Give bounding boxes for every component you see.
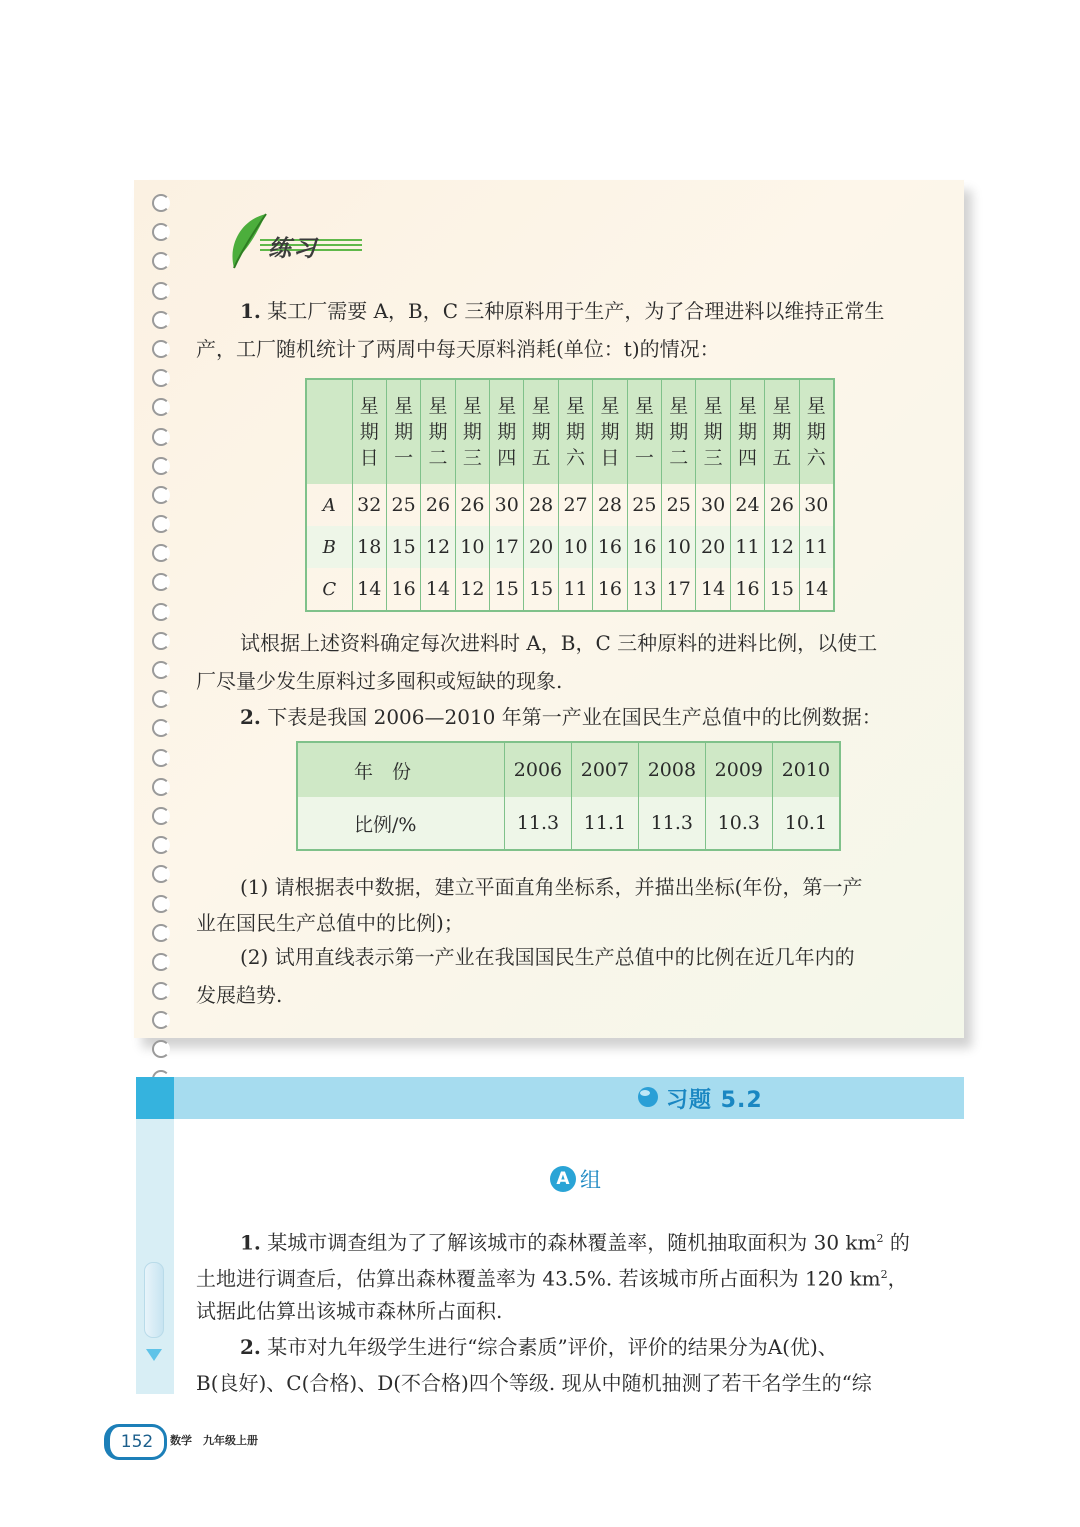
scroll-knob <box>144 1262 164 1338</box>
table1-cell: 16 <box>593 526 627 568</box>
table2-ratio: 10.1 <box>772 797 840 850</box>
q2-sub1-line1: (1) 请根据表中数据，建立平面直角坐标系，并描出坐标(年份，第一产 <box>240 875 863 899</box>
exercise-banner <box>136 1077 964 1119</box>
banner-tab <box>136 1077 174 1119</box>
binder-ring <box>152 223 170 241</box>
table1-day-header: 星 期 三 <box>696 379 730 484</box>
binder-ring <box>152 252 170 270</box>
table1-cell: 30 <box>490 484 524 526</box>
table1-day-header: 星 期 五 <box>765 379 799 484</box>
table1-cell: 28 <box>524 484 558 526</box>
binder-ring <box>152 428 170 446</box>
table1-day-header: 星 期 四 <box>490 379 524 484</box>
table1-day-header: 星 期 日 <box>593 379 627 484</box>
practice-title: 练习 <box>268 236 318 262</box>
table1-cell: 11 <box>730 526 764 568</box>
table1-cell: 11 <box>558 568 592 611</box>
practice-notebook <box>134 180 964 1038</box>
table2-ratio: 11.1 <box>571 797 638 850</box>
table1-day-header: 星 期 日 <box>352 379 386 484</box>
binder-ring <box>152 719 170 737</box>
table1-cell: 30 <box>799 484 834 526</box>
table1-cell: 15 <box>386 526 420 568</box>
binder-ring <box>152 486 170 504</box>
table1-day-header: 星 期 二 <box>421 379 455 484</box>
table1-day-header: 星 期 三 <box>455 379 489 484</box>
table1-cell: 11 <box>799 526 834 568</box>
table1-cell: 26 <box>421 484 455 526</box>
table1-day-header: 星 期 六 <box>799 379 834 484</box>
table1-day-header: 星 期 二 <box>662 379 696 484</box>
binder-ring <box>152 282 170 300</box>
table1-corner-cell <box>306 379 352 484</box>
binder-ring <box>152 836 170 854</box>
table1-cell: 13 <box>627 568 661 611</box>
binder-ring <box>152 1011 170 1029</box>
table2-ratio-row <box>297 797 840 850</box>
globe-icon <box>636 1085 660 1109</box>
q2-sub2-line2: 发展趋势. <box>196 983 283 1007</box>
table2-ratio: 10.3 <box>705 797 772 850</box>
q1-after-line1: 试根据上述资料确定每次进料时 A，B，C 三种原料的进料比例，以使工 <box>240 631 878 655</box>
table2-year-row <box>297 742 840 797</box>
ratio-label: 比例/% <box>297 797 505 850</box>
table1-row-c <box>306 568 834 611</box>
binder-ring <box>152 895 170 913</box>
e2-line2: B(良好)、C(合格)、D(不合格)四个等级. 现从中随机抽测了若干名学生的“综 <box>196 1371 872 1395</box>
table2-ratio: 11.3 <box>505 797 572 850</box>
down-arrow-icon <box>145 1348 163 1362</box>
binder-ring <box>152 369 170 387</box>
binder-ring <box>152 603 170 621</box>
table2-year: 2009 <box>705 742 772 797</box>
binder-ring <box>152 865 170 883</box>
e1-line3: 试据此估算出该城市森林所占面积. <box>196 1299 503 1323</box>
q2-sub2-line1: (2) 试用直线表示第一产业在我国国民生产总值中的比例在近几年内的 <box>240 945 855 969</box>
table2-year: 2006 <box>505 742 572 797</box>
table2-year: 2007 <box>571 742 638 797</box>
table1-cell: 14 <box>421 568 455 611</box>
table1-day-header: 星 期 六 <box>558 379 592 484</box>
page-number: 152 <box>104 1424 167 1460</box>
table1-cell: 12 <box>421 526 455 568</box>
q1-after-line2: 厂尽量少发生原料过多囤积或短缺的现象. <box>196 669 563 693</box>
table2-year: 2008 <box>638 742 705 797</box>
table1-day-header: 星 期 五 <box>524 379 558 484</box>
year-label: 年 份 <box>297 742 505 797</box>
e1-line2: 土地进行调查后，估算出森林覆盖率为 43.5%. 若该城市所占面积为 120 $km^2$， <box>196 1266 908 1291</box>
table1-cell: 18 <box>352 526 386 568</box>
group-a-heading <box>550 1164 601 1194</box>
q1-line1: 1. 某工厂需要 A，B，C 三种原料用于生产，为了合理进料以维持正常生 <box>240 299 885 323</box>
binder-ring <box>152 340 170 358</box>
table1-cell: 12 <box>765 526 799 568</box>
table1-cell: 28 <box>593 484 627 526</box>
exercise-title: 习题 5.2 <box>666 1088 763 1113</box>
binder-ring <box>152 457 170 475</box>
table1-day-header: 星 期 一 <box>627 379 661 484</box>
group-label: 组 <box>580 1168 601 1192</box>
table1-row-label: B <box>306 526 352 568</box>
table1-cell: 30 <box>696 484 730 526</box>
table1-cell: 10 <box>455 526 489 568</box>
table1-day-header: 星 期 一 <box>386 379 420 484</box>
table1-cell: 10 <box>558 526 592 568</box>
binder-ring <box>152 661 170 679</box>
table1-row-b <box>306 526 834 568</box>
q2-sub1-line2: 业在国民生产总值中的比例)； <box>196 911 464 935</box>
table1-row-label: A <box>306 484 352 526</box>
table1-cell: 20 <box>696 526 730 568</box>
table1-cell: 25 <box>386 484 420 526</box>
table1-cell: 14 <box>696 568 730 611</box>
table1-cell: 26 <box>455 484 489 526</box>
binder-ring <box>152 194 170 212</box>
group-letter-badge: A <box>550 1166 576 1192</box>
practice-header <box>220 210 380 270</box>
table1-cell: 17 <box>662 568 696 611</box>
table2-ratio: 11.3 <box>638 797 705 850</box>
binder-ring <box>152 807 170 825</box>
binder-ring <box>152 982 170 1000</box>
binder-ring <box>152 398 170 416</box>
table1-cell: 25 <box>627 484 661 526</box>
binder-ring <box>152 690 170 708</box>
table1-cell: 15 <box>765 568 799 611</box>
table1-row-a <box>306 484 834 526</box>
table1-cell: 25 <box>662 484 696 526</box>
binder-ring <box>152 573 170 591</box>
table1-cell: 16 <box>386 568 420 611</box>
binder-ring <box>152 924 170 942</box>
table1-cell: 16 <box>730 568 764 611</box>
table1-cell: 15 <box>490 568 524 611</box>
binder-ring <box>152 632 170 650</box>
table1-cell: 14 <box>799 568 834 611</box>
table1-cell: 17 <box>490 526 524 568</box>
q2-line: 2. 下表是我国 2006—2010 年第一产业在国民生产总值中的比例数据： <box>240 705 882 729</box>
e2-line1: 2. 某市对九年级学生进行“综合素质”评价，评价的结果分为A(优)、 <box>240 1335 838 1359</box>
table1-day-header: 星 期 四 <box>730 379 764 484</box>
table1-cell: 16 <box>627 526 661 568</box>
binder-ring <box>152 953 170 971</box>
material-consumption-table <box>305 378 835 612</box>
e1-line1: 1. 某城市调查组为了了解该城市的森林覆盖率，随机抽取面积为 30 $km^2$ 的 <box>240 1230 910 1255</box>
binder-ring <box>152 515 170 533</box>
table1-cell: 24 <box>730 484 764 526</box>
table1-cell: 15 <box>524 568 558 611</box>
table1-cell: 26 <box>765 484 799 526</box>
binder-ring <box>152 311 170 329</box>
table1-cell: 14 <box>352 568 386 611</box>
binder-ring <box>152 778 170 796</box>
book-title: 数学 九年级上册 <box>170 1434 258 1447</box>
table2-year: 2010 <box>772 742 840 797</box>
binder-ring <box>152 749 170 767</box>
binder-ring <box>152 544 170 562</box>
table1-cell: 12 <box>455 568 489 611</box>
table1-header-row <box>306 379 834 484</box>
table1-cell: 10 <box>662 526 696 568</box>
table1-row-label: C <box>306 568 352 611</box>
table1-cell: 27 <box>558 484 592 526</box>
binder-rings <box>152 194 176 1128</box>
table1-cell: 32 <box>352 484 386 526</box>
binder-ring <box>152 1040 170 1058</box>
table1-cell: 16 <box>593 568 627 611</box>
primary-industry-table <box>296 741 841 851</box>
q1-line2: 产，工厂随机统计了两周中每天原料消耗(单位：t)的情况： <box>196 337 720 361</box>
table1-cell: 20 <box>524 526 558 568</box>
